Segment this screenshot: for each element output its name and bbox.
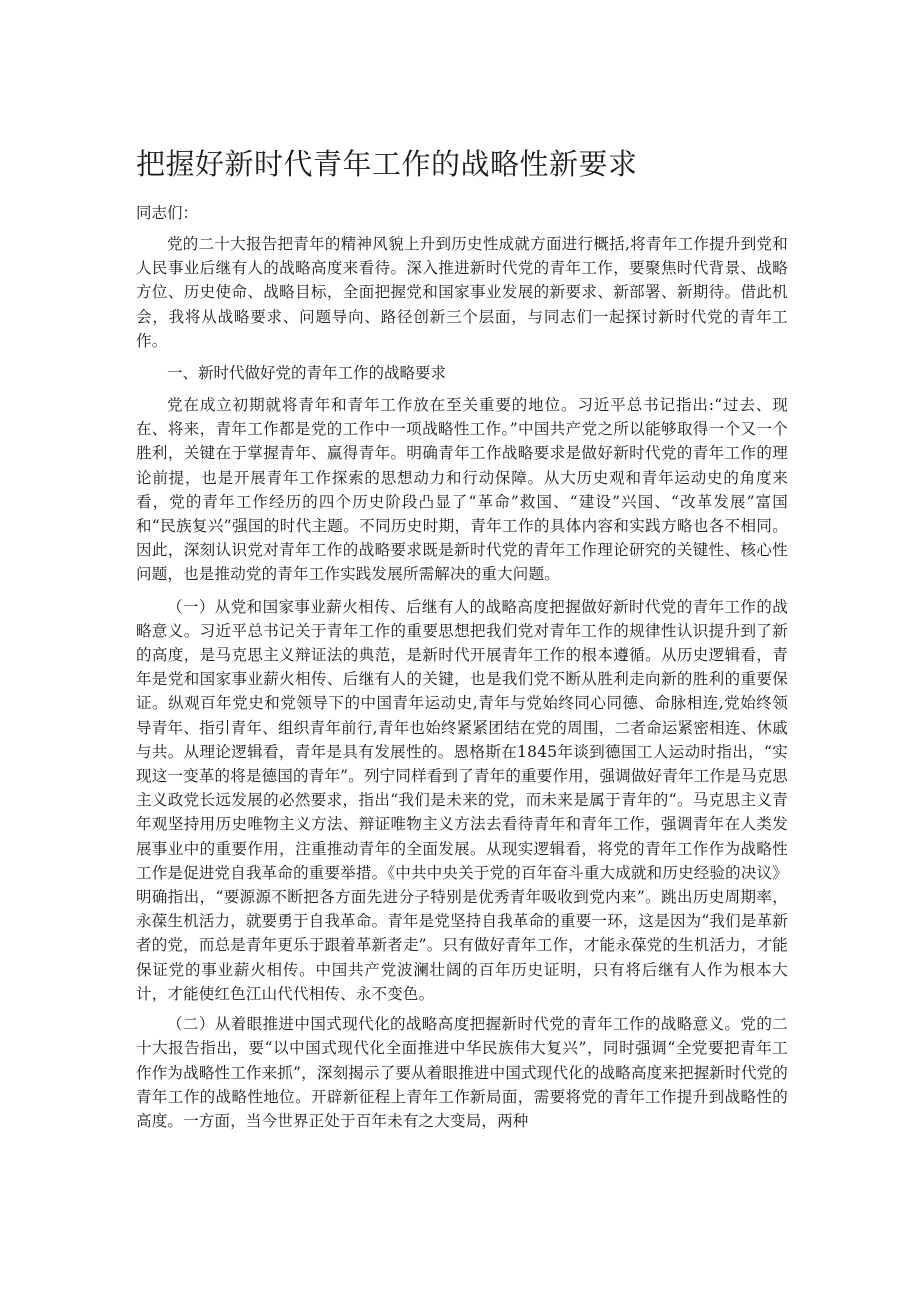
paragraph-subsection-2: （二）从着眼推进中国式现代化的战略高度把握新时代党的青年工作的战略意义。党的二十大报告指出，要“以中国式现代化全面推进中华民族伟大复兴”，同时强调“全党要把青年工作作为战略性工作来抓”，深刻揭示了要从着眼推进中国式现代化的战略高度来把握新时代党的青年工作的战略性地位。开辟新征程上青年工作新局面，需要将党的青年工作提升到战略性的高度。一方面，当今世界正处于百年未有之大变局，两种 xyxy=(136,1015,788,1130)
paragraph-strategic-requirements: 党在成立初期就将青年和青年工作放在至关重要的地位。习近平总书记指出:“过去、现在、将来，青年工作都是党的工作中一项战略性工作。”中国共产党之所以能够取得一个又一个胜利，关键在于掌握青年、赢得青年。明确青年工作战略要求是做好新时代党的青年工作的理论前提，也是开展青年工作探索的思想动力和行动保障。从大历史观和青年运动史的角度来看，党的青年工作经历的四个历史阶段凸显了“革命”救国、“建设”兴国、“改革发展”富国和“民族复兴”强国的时代主题。不同历史时期，青年工作的具体内容和实践方略也各不相同。因此，深刻认识党对青年工作的战略要求既是新时代党的青年工作理论研究的关键性、核心性问题，也是推动党的青年工作实践发展所需解决的重大问题。 xyxy=(136,396,788,584)
paragraph-subsection-1: （一）从党和国家事业薪火相传、后继有人的战略高度把握做好新时代党的青年工作的战略意义。习近平总书记关于青年工作的重要思想把我们党对青年工作的规律性认识提升到了新的高度，是马克思主义辩证法的典范，是新时代开展青年工作的根本遵循。从历史逻辑看，青年是党和国家事业薪火相传、后继有人的关键，也是我们党不断从胜利走向新的胜利的重要保证。纵观百年党史和党领导下的中国青年运动史,青年与党始终同心同德、命脉相连,党始终领导青年、指引青年、组织青年前行,青年也始终紧紧团结在党的周围，二者命运紧密相连、休戚与共。从理论逻辑看，青年是具有发展性的。恩格斯在1845年谈到德国工人运动时指出，“实现这一变革的将是德国的青年”。列宁同样看到了青年的重要作用，强调做好青年工作是马克思主义政党长远发展的必然要求，指出“我们是未来的党，而未来是属于青年的“。马克思主义青年观坚持用历史唯物主义方法、辩证唯物主义方法去看待青年和青年工作，强调青年在人类发展事业中的重要作用，注重推动青年的全面发展。从现实逻辑看，将党的青年工作作为战略性工作是促进党自我革命的重要举措。《中共中央关于党的百年奋斗重大成就和历史经验的决议》明确指出，“要源源不断把各方面先进分子特别是优秀青年吸收到党内来”。跳出历史周期率，永葆生机活力，就要勇于自我革命。青年是党坚持自我革命的重要一环，这是因为“我们是革新者的党，而总是青年更乐于跟着革新者走”。只有做好青年工作，才能永葆党的生机活力，才能保证党的事业薪火相传。中国共产党波澜壮阔的百年历史证明，只有将后继有人作为根本大计，才能使红色江山代代相传、永不变色。 xyxy=(136,597,788,1003)
salutation: 同志们： xyxy=(136,204,199,222)
intro-paragraph: 党的二十大报告把青年的精神风貌上升到历史性成就方面进行概括,将青年工作提升到党和人民事业后继有人的战略高度来看待。深入推进新时代党的青年工作，要聚焦时代背景、战略方位、历史使命、战略目标，全面把握党和国家事业发展的新要求、新部署、新期待。借此机会，我将从战略要求、问题导向、路径创新三个层面，与同志们一起探讨新时代党的青年工作。 xyxy=(136,235,788,350)
section-heading-1: 一、新时代做好党的青年工作的战略要求 xyxy=(167,364,447,383)
document-title: 把握好新时代青年工作的战略性新要求 xyxy=(136,147,638,181)
document-body xyxy=(136,232,788,1133)
